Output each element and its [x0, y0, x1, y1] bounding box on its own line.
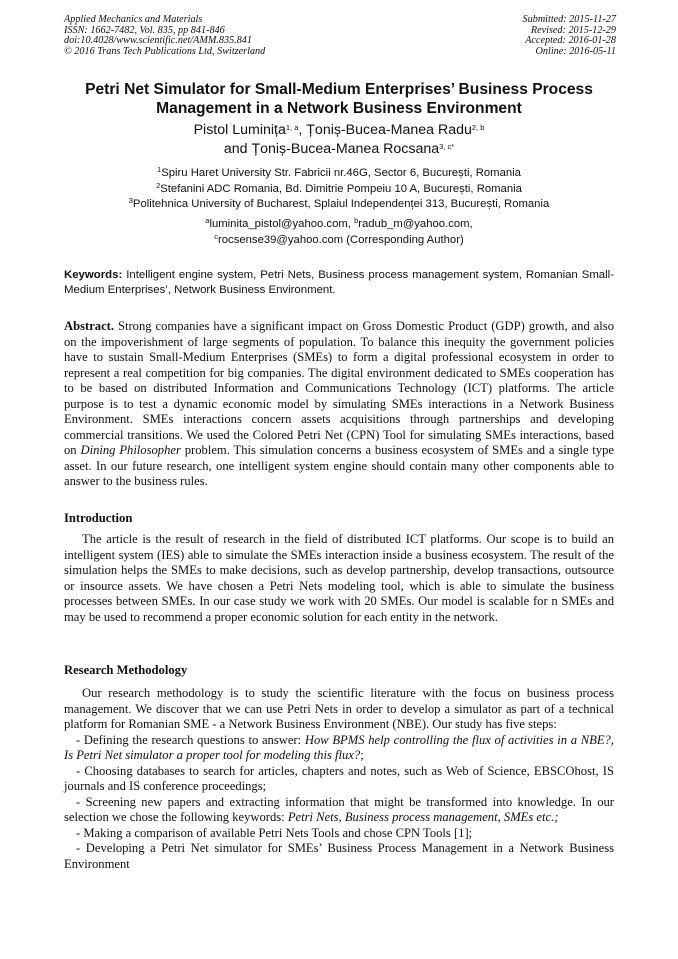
author-2-sup: 2, b — [471, 123, 485, 132]
authors-line-1 — [40, 121, 638, 140]
affiliation-3 — [40, 197, 638, 213]
accepted-date: Accepted: 2016-01-28 — [525, 35, 616, 46]
journal-name: Applied Mechanics and Materials — [64, 14, 203, 25]
affiliation-2-sup: 2 — [156, 180, 161, 190]
step-1-text: - Defining the research questions to answer: — [76, 732, 305, 747]
affiliation-2-text: Stefanini ADC Romania, Bd. Dimitrie Pompeiu 10 A, București, Romania — [160, 182, 522, 195]
author-and: and — [223, 141, 252, 157]
methodology-intro: Our research methodology is to study the scientific literature with the focus on business process management. We discover that we can use Petri Nets in order to develop a simulator as part of a technical platform for Romanian SME - a Network Business Environment (NBE). Our study has five steps: — [64, 686, 614, 731]
methodology-step-3 — [64, 795, 614, 826]
affiliation-2 — [40, 182, 638, 198]
author-separator: , — [298, 122, 307, 138]
affiliation-1-sup: 1 — [157, 165, 162, 174]
step-3-italic: Petri Nets, Business process management, SMEs etc.; — [287, 810, 559, 824]
email-a: luminita_pistol@yahoo.com, — [209, 218, 355, 230]
author-3-sup: 3, c* — [439, 142, 455, 151]
authors-line-2 — [40, 140, 638, 159]
abstract-block — [64, 319, 614, 490]
methodology-step-2: - Choosing databases to search for articles, chapters and notes, such as Web of Science, EBSCOhost, IS journals and IS conference proceedings; — [64, 763, 614, 793]
journal-doi: doi:10.4028/www.scientific.net/AMM.835.841 — [64, 35, 252, 46]
author-list — [40, 121, 638, 159]
author-1-name: Pistol Luminița — [193, 122, 286, 138]
revised-date: Revised: 2015-12-29 — [530, 24, 616, 36]
step-3-text: - Screening new papers and extracting information that might be transformed into knowledge. In our selection we chose the following keywords: — [64, 794, 614, 824]
methodology-step-4: - Making a comparison of available Petri Nets Tools and chose CPN Tools [1]; — [76, 825, 473, 840]
title-line-2: Management in a Network Business Environment — [156, 100, 522, 117]
author-2-name: Țoniș-Bucea-Manea Radu — [306, 122, 472, 138]
methodology-step-1 — [64, 733, 614, 764]
email-b-sup: b — [354, 216, 359, 225]
step-1-end: ; — [360, 748, 364, 762]
email-c: rocsense39@yahoo.com (Corresponding Author) — [218, 233, 464, 246]
affiliation-1-text: Spiru Haret University Str. Fabricii nr.46G, Sector 6, București, Romania — [161, 167, 521, 179]
keywords-block — [64, 268, 614, 298]
paper-title — [40, 80, 638, 118]
title-line-1: Petri Net Simulator for Small-Medium Enterprises’ Business Process — [85, 81, 593, 98]
dates-header — [523, 15, 616, 57]
introduction-heading: Introduction — [64, 511, 133, 525]
affiliation-3-sup: 3 — [128, 196, 133, 205]
affiliation-1 — [40, 166, 638, 182]
abstract-italic: Dining Philosopher — [80, 443, 181, 457]
online-date: Online: 2016-05-11 — [535, 45, 616, 57]
journal-issn: ISSN: 1662-7482, Vol. 835, pp 841-846 — [64, 24, 225, 36]
affiliation-list — [40, 166, 638, 213]
keywords-label: Keywords: — [64, 269, 123, 281]
email-list — [40, 217, 638, 248]
introduction-paragraph: The article is the result of research in the field of distributed ICT platforms. Our scope is to build an intelligent system (IES) able to simulate the SMEs interaction inside a business ecosystem. The result of the simulation helps the SMEs to make decisions, such as develop partnership, develop transactions, outsource or insource assets. We have chosen a Petri Nets modeling tool, which is able to simulate the business processes between SMEs. In our case study we work with 20 SMEs. Our model is scalable for n SMEs and may be used to recommend a proper economic solution for each entity in the network. — [64, 532, 614, 624]
abstract-label: Abstract. — [64, 319, 115, 333]
methodology-step-5: - Developing a Petri Net simulator for SMEs’ Business Process Management in a Network Business Environment — [64, 841, 614, 871]
email-c-sup: c — [214, 231, 219, 241]
author-3-name: Țoniș-Bucea-Manea Rocsana — [251, 141, 440, 157]
email-b: radub_m@yahoo.com, — [358, 218, 473, 230]
author-1-sup: 1, a — [285, 123, 299, 132]
abstract-text-2: problem. This simulation concerns a business ecosystem of SMEs and a single type asset. In our future research, one intelligent system engine should contain many other components able to answer to the business rules. — [64, 443, 614, 488]
step-1-italic: How BPMS help controlling the flux of activities in a NBE?, Is Petri Net simulator a proper tool for modeling this flux? — [64, 732, 614, 762]
journal-copyright: © 2016 Trans Tech Publications Ltd, Switzerland — [64, 45, 266, 57]
emails-line-2 — [40, 233, 638, 249]
submitted-date: Submitted: 2015-11-27 — [522, 14, 616, 25]
keywords-text: Intelligent engine system, Petri Nets, Business process management system, Romanian Small-Medium Enterprises’, Network Business Environment. — [64, 269, 614, 296]
methodology-block — [64, 686, 614, 872]
journal-header — [64, 15, 265, 57]
email-a-sup: a — [205, 216, 210, 225]
methodology-heading: Research Methodology — [64, 663, 188, 677]
affiliation-3-text: Politehnica University of Bucharest, Splaiul Independenței 313, București, Romania — [132, 198, 550, 210]
abstract-text-1: Strong companies have a significant impact on Gross Domestic Product (GDP) growth, and also on the impoverishment of large segments of population. To balance this inequity the government policies have to sustain Small-Medium Enterprises (SMEs) to form a digital professional ecosystem in order to represent a real competition for big companies. The digital environment dedicated to SMEs cooperation has to be based on distributed Information and Communications Technology (ICT) platforms. The article purpose is to test a dynamic economic model by simulating SMEs interactions in a Network Business Environment. SMEs interactions concern assets acquisitions through partnerships and developing commercial transitions. We used the Colored Petri Net (CPN) Tool for simulating SMEs interactions, based on — [64, 319, 614, 457]
emails-line-1 — [40, 217, 638, 233]
